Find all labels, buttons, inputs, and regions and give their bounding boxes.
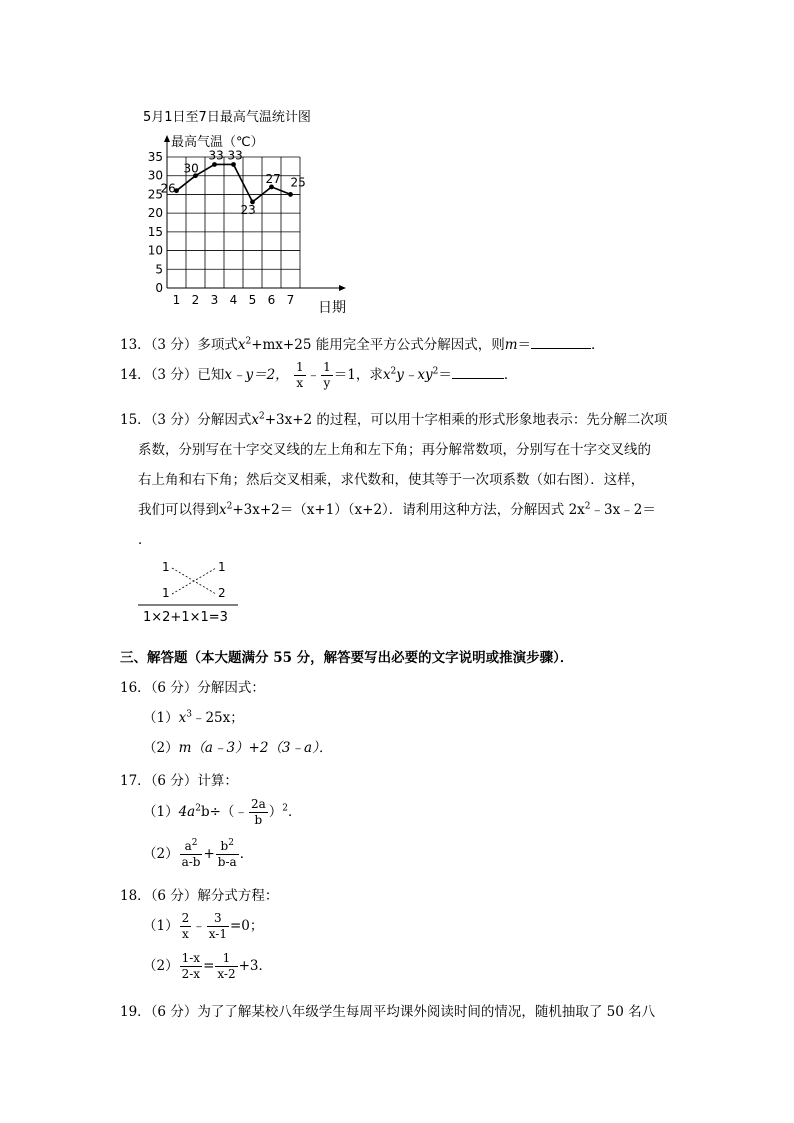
q17-p1-close: ） [268, 804, 283, 820]
q13-score: （3 分） [150, 337, 198, 353]
q18-p2-end: +3． [238, 958, 273, 974]
q14-text2: ＝1，求 [333, 367, 383, 383]
q15-l1b: x [251, 412, 259, 428]
q15-l4b: x [219, 502, 227, 518]
q17-p2-label: （2） [143, 846, 179, 862]
y-tick-label: 0 [155, 281, 163, 295]
q15-number: 15． [120, 412, 151, 428]
q18-p1-frac-1: $\frac{2}{x}$ [181, 911, 190, 941]
data-label: 23 [240, 202, 256, 217]
q16-p1-rest: ﹣25x； [191, 710, 244, 726]
question-19 [120, 1000, 655, 1020]
q15-l1a: 分解因式 [197, 412, 252, 428]
question-18-part-2 [143, 948, 272, 984]
q18-title: 解分式方程： [197, 888, 279, 904]
x-tick-label: 2 [191, 293, 200, 307]
question-16-part-2 [143, 736, 332, 756]
q14-frac-2: $\frac{1}{y}$ [323, 360, 331, 390]
chart-title: 5月1日至7日最高气温统计图 [143, 110, 311, 125]
q16-p1-x: x [178, 710, 187, 726]
question-14 [120, 358, 517, 392]
y-tick-label: 30 [147, 168, 163, 183]
cross-diagram [138, 558, 240, 628]
question-15-line-2: 系数，分别写在十字交叉线的左上角和左下角；再分解常数项，分别写在十字交叉线的 [138, 442, 651, 458]
q14-frac-1: $\frac{1}{x}$ [295, 360, 304, 390]
question-15-line-5: ． [138, 532, 152, 548]
q16-p1-sup: 3 [186, 709, 192, 720]
y-tick-label: 10 [147, 243, 163, 258]
q14-score: （3 分） [150, 367, 198, 383]
q16-score: （6 分） [150, 680, 198, 696]
q15-l4c: +3x+2＝（x+1）（x+2）．请利用这种方法，分解因式 2x [232, 502, 585, 518]
q13-text2: +mx+25 能用完全平方公式分解因式，则 [251, 337, 505, 353]
x-tick-label: 4 [229, 293, 238, 307]
data-label: 30 [183, 161, 199, 176]
x-tick-label: 3 [210, 293, 219, 307]
y-tick-label: 5 [155, 262, 163, 277]
q14-x: x [382, 367, 391, 383]
q17-title: 计算： [197, 773, 238, 789]
question-17-part-1 [143, 794, 301, 830]
q14-number: 14． [120, 367, 151, 383]
q16-title: 分解因式： [197, 680, 265, 696]
x-axis-arrow [339, 285, 346, 291]
cross-result: 1×2+1×1=3 [143, 610, 228, 625]
q13-var: m [504, 337, 518, 353]
q14-end: ． [503, 367, 518, 383]
x-tick-label: 1 [172, 293, 181, 307]
question-18 [120, 884, 278, 904]
y-axis-label: 最高气温（℃） [171, 135, 264, 150]
q15-l1c: +3x+2 的过程，可以用十字相乘的形式形象地表示：先分解二次项 [264, 412, 668, 428]
q14-sup2: 2 [432, 366, 439, 377]
q18-p2-frac-1: $\frac{1-x}{2-x}$ [181, 951, 201, 981]
q13-text: 多项式 [197, 337, 238, 353]
question-18-part-1 [143, 908, 263, 944]
q15-l4sup2: 2 [584, 501, 591, 512]
question-15-line-4 [138, 498, 656, 518]
q14-eq: ＝ [438, 367, 452, 383]
x-tick-label: 7 [286, 293, 295, 307]
y-tick-label: 35 [147, 150, 163, 164]
q17-p1-b: b÷（﹣ [200, 804, 248, 820]
y-tick-label: 25 [147, 187, 163, 202]
cross-top-right: 1 [218, 560, 226, 574]
q17-p1-a: 4a [178, 804, 196, 820]
q17-p1-sup2: 2 [282, 803, 288, 814]
y-tick-label: 20 [147, 206, 163, 221]
q14-sup1: 2 [390, 366, 397, 377]
q17-score: （6 分） [150, 773, 198, 789]
q19-number: 19． [120, 1004, 151, 1020]
q14-text: 已知 [197, 367, 225, 383]
data-point [288, 192, 293, 197]
q19-score: （6 分） [150, 1004, 198, 1020]
q14-expr2: y﹣xy [396, 367, 433, 383]
q13-number: 13． [120, 337, 151, 353]
question-17 [120, 769, 238, 789]
q18-p1-frac-2: $\frac{3}{x-1}$ [208, 911, 227, 941]
y-tick-label: 15 [147, 224, 163, 239]
q14-expr: x﹣y＝2， [224, 367, 289, 383]
question-15-line-1 [120, 408, 667, 428]
y-axis-arrow [164, 135, 170, 142]
q16-number: 16． [120, 680, 151, 696]
q18-score: （6 分） [150, 888, 198, 904]
x-axis-label: 日期 [318, 300, 346, 316]
q15-l4sup: 2 [226, 501, 233, 512]
q13-sup: 2 [245, 336, 252, 347]
q18-p1-minus: ﹣ [192, 918, 206, 934]
q18-p2-label: （2） [143, 958, 179, 974]
question-13 [120, 333, 605, 353]
q17-p2-end: ． [239, 846, 254, 862]
data-label: 25 [290, 175, 306, 190]
q17-p1-sup: 2 [195, 803, 201, 814]
q17-p2-frac-2: $\frac{b^2}{b-a}$ [217, 838, 237, 869]
cross-bottom-right: 2 [218, 586, 226, 600]
q18-p1-end: =0； [229, 918, 264, 934]
q13-eq: ＝ [517, 337, 532, 353]
data-label: 26 [160, 181, 176, 196]
cross-lines [138, 558, 240, 608]
cross-top-left: 1 [162, 560, 170, 574]
q16-p1-label: （1） [143, 710, 179, 726]
q14-minus: ﹣ [306, 367, 321, 383]
x-tick-label: 5 [248, 293, 257, 307]
question-16 [120, 676, 265, 696]
q15-l4d: ﹣3x﹣2＝ [590, 502, 656, 518]
q16-p2-label: （2） [143, 740, 179, 756]
q18-p1-label: （1） [143, 918, 179, 934]
question-17-part-2 [143, 834, 253, 874]
q17-p1-label: （1） [143, 804, 179, 820]
q15-l4a: 我们可以得到 [138, 502, 219, 518]
data-label: 33 [227, 148, 243, 163]
q17-p1-end: ． [287, 804, 302, 820]
temperature-line-chart [130, 128, 370, 338]
question-16-part-1 [143, 706, 244, 726]
data-label: 33 [208, 148, 224, 163]
q16-p2-expr: m（a﹣3）+2（3﹣a）． [178, 740, 333, 756]
q13-answer-blank[interactable] [531, 336, 591, 349]
q17-p2-plus: + [203, 846, 215, 862]
q19-text: 为了了解某校八年级学生每周平均课外阅读时间的情况，随机抽取了 50 名八 [197, 1004, 656, 1020]
q17-p2-frac-1: $\frac{a^2}{a-b}$ [181, 838, 201, 869]
q18-number: 18． [120, 888, 151, 904]
data-point [212, 162, 217, 167]
q17-p1-frac: $\frac{2a}{b}$ [250, 797, 266, 827]
cross-bottom-left: 1 [162, 586, 170, 600]
q17-number: 17． [120, 773, 151, 789]
question-15-line-3: 右上角和右下角；然后交叉相乘，求代数和，使其等于一次项系数（如右图）．这样， [138, 472, 645, 488]
q15-l1sup: 2 [258, 411, 265, 422]
q13-expr: x [237, 337, 246, 353]
q18-p2-frac-2: $\frac{1}{x-2}$ [217, 951, 236, 981]
x-tick-label: 6 [267, 293, 276, 307]
q13-end: ． [591, 337, 605, 353]
q14-answer-blank[interactable] [452, 366, 504, 379]
data-label: 27 [265, 171, 281, 186]
q18-p2-eq: = [203, 958, 215, 974]
section-3-heading: 三、解答题（本大题满分 55 分，解答要写出必要的文字说明或推演步骤）． [120, 650, 574, 666]
data-point [231, 162, 236, 167]
q15-score: （3 分） [150, 412, 198, 428]
